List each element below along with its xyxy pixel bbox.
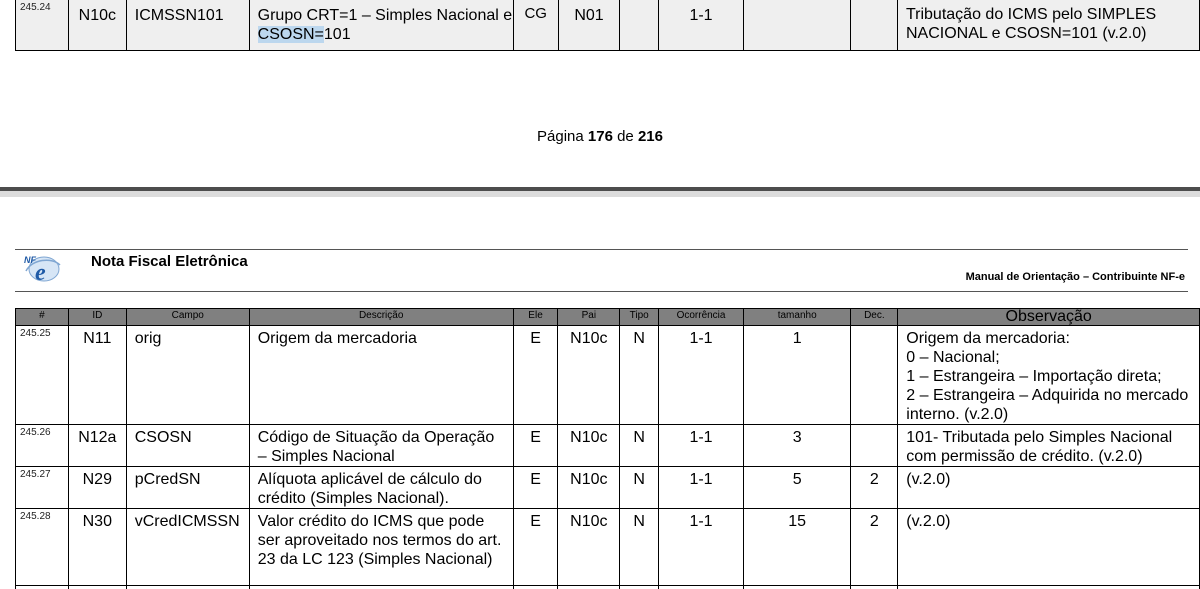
cell-dec [851, 425, 898, 467]
cell-empty [558, 586, 620, 589]
cell-dec [851, 467, 898, 509]
cell-text: E [514, 467, 558, 489]
cell-empty [68, 586, 126, 589]
cell-num [16, 509, 69, 586]
row-dec [851, 0, 898, 51]
cell-text: N [620, 509, 658, 531]
cell-text: 5 [744, 467, 851, 489]
row-ocorrencia: 1-1 [659, 0, 744, 51]
cell-empty [743, 586, 851, 589]
cell-text: N10c [558, 326, 619, 348]
cell-ele [513, 509, 558, 586]
row-tipo [620, 0, 659, 51]
cell-text: 245.25 [16, 326, 68, 340]
cell-text: 1-1 [659, 467, 743, 489]
column-header: Dec. [851, 309, 898, 326]
cell-tamanho [743, 425, 851, 467]
cell-empty [249, 586, 513, 589]
cell-text: N10c [558, 425, 619, 447]
field-table [15, 308, 1200, 589]
cell-ocorrencia [659, 425, 744, 467]
table-row [16, 509, 1200, 586]
cell-text: vCredICMSSN [127, 509, 249, 531]
cell-id [68, 509, 126, 586]
cell-text: 245.28 [16, 509, 68, 523]
row-campo: ICMSSN101 [126, 0, 249, 51]
row-descricao: Grupo CRT=1 – Simples Nacional e CSOSN=101 [249, 0, 513, 51]
cell-tipo [620, 425, 659, 467]
cell-tipo [620, 467, 659, 509]
row-number: 245.24 [16, 0, 69, 51]
cell-ocorrencia [659, 467, 744, 509]
cell-empty [16, 586, 69, 589]
cell-id [68, 326, 126, 425]
cell-text: (v.2.0) [898, 467, 1199, 489]
column-header: Tipo [620, 309, 659, 326]
cell-num [16, 425, 69, 467]
page-separator [0, 187, 1200, 197]
cell-text: 245.26 [16, 425, 68, 439]
cell-empty [851, 586, 898, 589]
document-subtitle: Manual de Orientação – Contribuinte NF-e [966, 271, 1185, 283]
cell-text: N [620, 467, 658, 489]
column-header: tamanho [743, 309, 851, 326]
cell-text: N10c [558, 467, 619, 489]
cell-text: Origem da mercadoria: 0 – Nacional; 1 – Estrangeira – Importação direta; 2 – Estrangeira – Adquirida no mercado interno. (v.2.0) [898, 326, 1199, 424]
cell-empty [620, 586, 659, 589]
cell-campo [126, 326, 249, 425]
cell-dec [851, 509, 898, 586]
cell-tamanho [743, 326, 851, 425]
cell-descricao [249, 425, 513, 467]
row-pai: N01 [558, 0, 620, 51]
cell-text: 1-1 [659, 509, 743, 531]
cell-text: orig [127, 326, 249, 348]
cell-num [16, 326, 69, 425]
table-row [16, 0, 1200, 51]
column-header: Observação [898, 309, 1200, 326]
cell-text: N11 [69, 326, 126, 348]
cell-text: 245.27 [16, 467, 68, 481]
cell-tipo [620, 509, 659, 586]
cell-empty [513, 586, 558, 589]
row-tamanho [743, 0, 850, 51]
column-header: Ocorrência [659, 309, 744, 326]
cell-text: 3 [744, 425, 851, 447]
row-ele: CG [513, 0, 558, 51]
table-row [16, 326, 1200, 425]
table-row-partial [16, 586, 1200, 589]
cell-text: Código de Situação da Operação – Simples Nacional [250, 425, 513, 466]
cell-empty [126, 586, 249, 589]
svg-text:NF: NF [24, 255, 36, 265]
cell-text: Valor crédito do ICMS que pode ser aproveitado nos termos do art. 23 da LC 123 (Simples Nacional) [250, 509, 513, 569]
cell-ele [513, 425, 558, 467]
cell-text: N [620, 425, 658, 447]
column-header: Pai [558, 309, 620, 326]
cell-id [68, 425, 126, 467]
table-row [16, 467, 1200, 509]
cell-text: Alíquota aplicável de cálculo do crédito (Simples Nacional). [250, 467, 513, 508]
row-id: N10c [68, 0, 126, 51]
column-header: ID [68, 309, 126, 326]
cell-text: N12a [69, 425, 126, 447]
cell-ocorrencia [659, 326, 744, 425]
cell-text: CSOSN [127, 425, 249, 447]
table-row [16, 425, 1200, 467]
cell-text: 1-1 [659, 425, 743, 447]
cell-text: 2 [851, 509, 897, 531]
cell-observacao [898, 326, 1200, 425]
cell-text: Origem da mercadoria [250, 326, 513, 348]
selected-text: CSOSN= [258, 26, 324, 43]
cell-text: pCredSN [127, 467, 249, 489]
cell-pai [558, 509, 620, 586]
cell-pai [558, 467, 620, 509]
row-observacao: Tributação do ICMS pelo SIMPLES NACIONAL e CSOSN=101 (v.2.0) [897, 0, 1199, 51]
cell-campo [126, 509, 249, 586]
cell-dec [851, 326, 898, 425]
cell-campo [126, 425, 249, 467]
column-header: Campo [126, 309, 249, 326]
cell-text: 101- Tributada pelo Simples Nacional com permissão de crédito. (v.2.0) [898, 425, 1199, 466]
cell-descricao [249, 467, 513, 509]
cell-text: 2 [851, 467, 897, 489]
cell-empty [659, 586, 744, 589]
previous-page-table [15, 0, 1200, 51]
cell-observacao [898, 509, 1200, 586]
cell-text: E [514, 326, 558, 348]
column-header: # [16, 309, 69, 326]
cell-text: 15 [744, 509, 851, 531]
cell-text: N30 [69, 509, 126, 531]
cell-text: (v.2.0) [898, 509, 1199, 531]
cell-id [68, 467, 126, 509]
cell-text: N [620, 326, 658, 348]
column-header: Descrição [249, 309, 513, 326]
cell-descricao [249, 326, 513, 425]
cell-pai [558, 326, 620, 425]
cell-text [851, 326, 897, 329]
column-header: Ele [513, 309, 558, 326]
cell-tamanho [743, 509, 851, 586]
cell-tipo [620, 326, 659, 425]
document-title: Nota Fiscal Eletrônica [91, 253, 248, 270]
cell-descricao [249, 509, 513, 586]
svg-text:e: e [35, 260, 46, 283]
cell-ele [513, 326, 558, 425]
cell-text: E [514, 509, 558, 531]
cell-observacao [898, 425, 1200, 467]
cell-text: 1-1 [659, 326, 743, 348]
cell-empty [898, 586, 1200, 589]
table-header-row [16, 309, 1200, 326]
cell-tamanho [743, 467, 851, 509]
cell-num [16, 467, 69, 509]
cell-text [851, 425, 897, 428]
cell-campo [126, 467, 249, 509]
cell-ocorrencia [659, 509, 744, 586]
page-number: Página 176 de 216 [0, 128, 1200, 146]
cell-pai [558, 425, 620, 467]
cell-text: N29 [69, 467, 126, 489]
cell-observacao [898, 467, 1200, 509]
nfe-logo-icon [22, 251, 62, 283]
cell-text: 1 [744, 326, 851, 348]
cell-text: N10c [558, 509, 619, 531]
cell-ele [513, 467, 558, 509]
cell-text: E [514, 425, 558, 447]
